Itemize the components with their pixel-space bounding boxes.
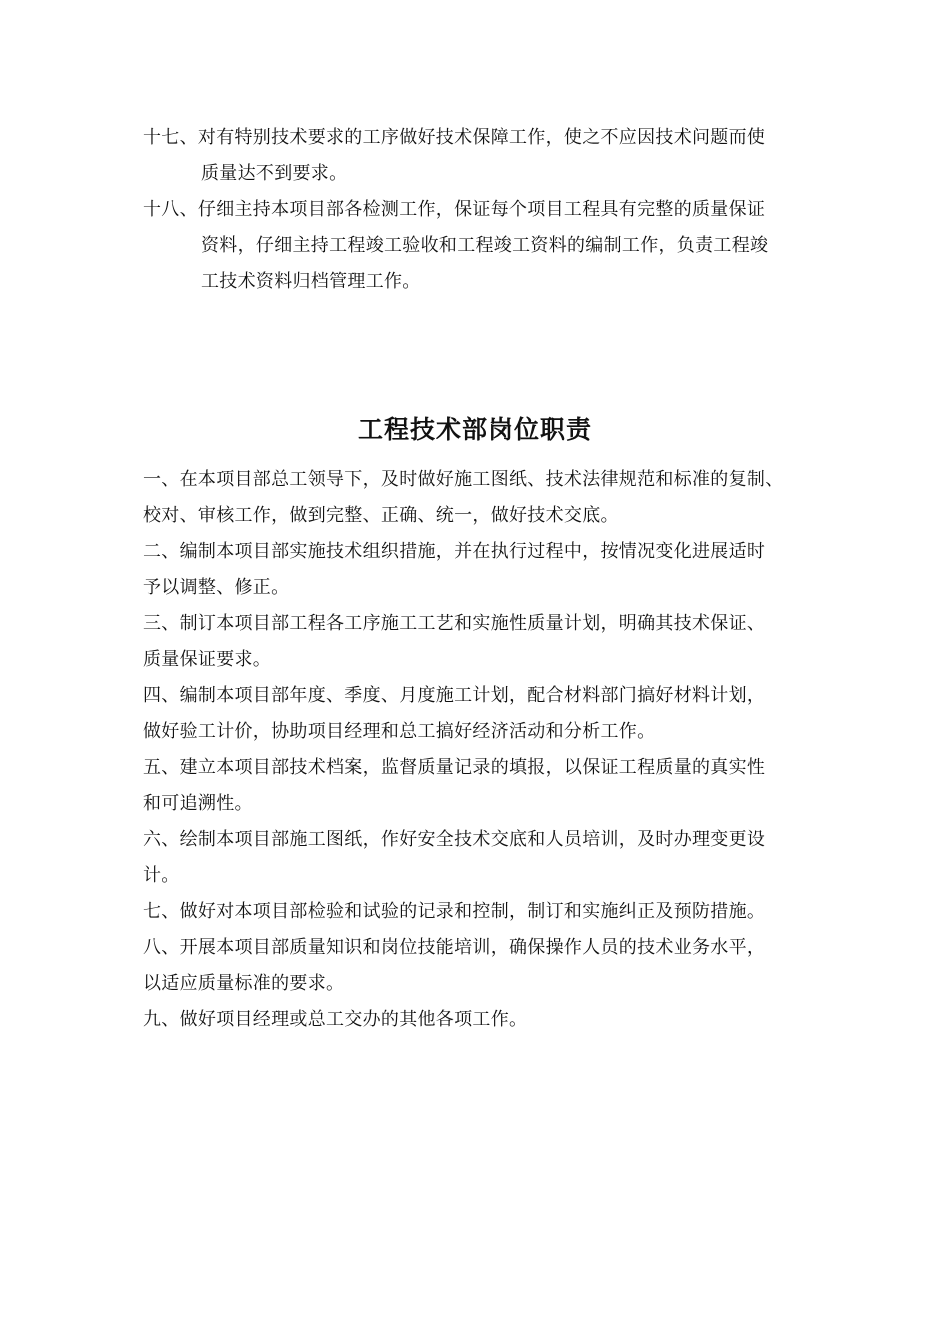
item-7-line-1: 七、做好对本项目部检验和试验的记录和控制，制订和实施纠正及预防措施。 [143,901,766,922]
item-1-line-1: 一、在本项目部总工领导下，及时做好施工图纸、技术法律规范和标准的复制、 [143,469,784,490]
item-3-line-2: 质量保证要求。 [143,649,272,670]
item-2-line-1: 二、编制本项目部实施技术组织措施，并在执行过程中，按情况变化进展适时 [143,541,766,562]
item-8-line-2: 以适应质量标准的要求。 [143,973,345,994]
item-6-line-1: 六、绘制本项目部施工图纸，作好安全技术交底和人员培训，及时办理变更设 [143,829,766,850]
section-title: 工程技术部岗位职责 [357,415,592,444]
item-18-line-2: 资料，仔细主持工程竣工验收和工程竣工资料的编制工作，负责工程竣 [201,235,769,256]
item-17-line-2: 质量达不到要求。 [201,163,348,184]
item-5-line-2: 和可追溯性。 [143,793,253,814]
item-4-line-2: 做好验工计价，协助项目经理和总工搞好经济活动和分析工作。 [143,721,656,742]
item-18-line-3: 工技术资料归档管理工作。 [201,271,421,292]
item-5-line-1: 五、建立本项目部技术档案，监督质量记录的填报，以保证工程质量的真实性 [143,757,766,778]
item-18-line-1: 十八、仔细主持本项目部各检测工作，保证每个项目工程具有完整的质量保证 [143,199,766,220]
item-3-line-1: 三、制订本项目部工程各工序施工工艺和实施性质量计划，明确其技术保证、 [143,613,766,634]
item-8-line-1: 八、开展本项目部质量知识和岗位技能培训，确保操作人员的技术业务水平， [143,937,766,958]
item-4-line-1: 四、编制本项目部年度、季度、月度施工计划，配合材料部门搞好材料计划， [143,685,766,706]
item-17-line-1: 十七、对有特别技术要求的工序做好技术保障工作，使之不应因技术问题而使 [143,127,766,148]
item-6-line-2: 计。 [143,865,180,886]
item-1-line-2: 校对、审核工作，做到完整、正确、统一，做好技术交底。 [143,505,619,526]
item-2-line-2: 予以调整、修正。 [143,577,290,598]
item-9-line-1: 九、做好项目经理或总工交办的其他各项工作。 [143,1009,528,1030]
